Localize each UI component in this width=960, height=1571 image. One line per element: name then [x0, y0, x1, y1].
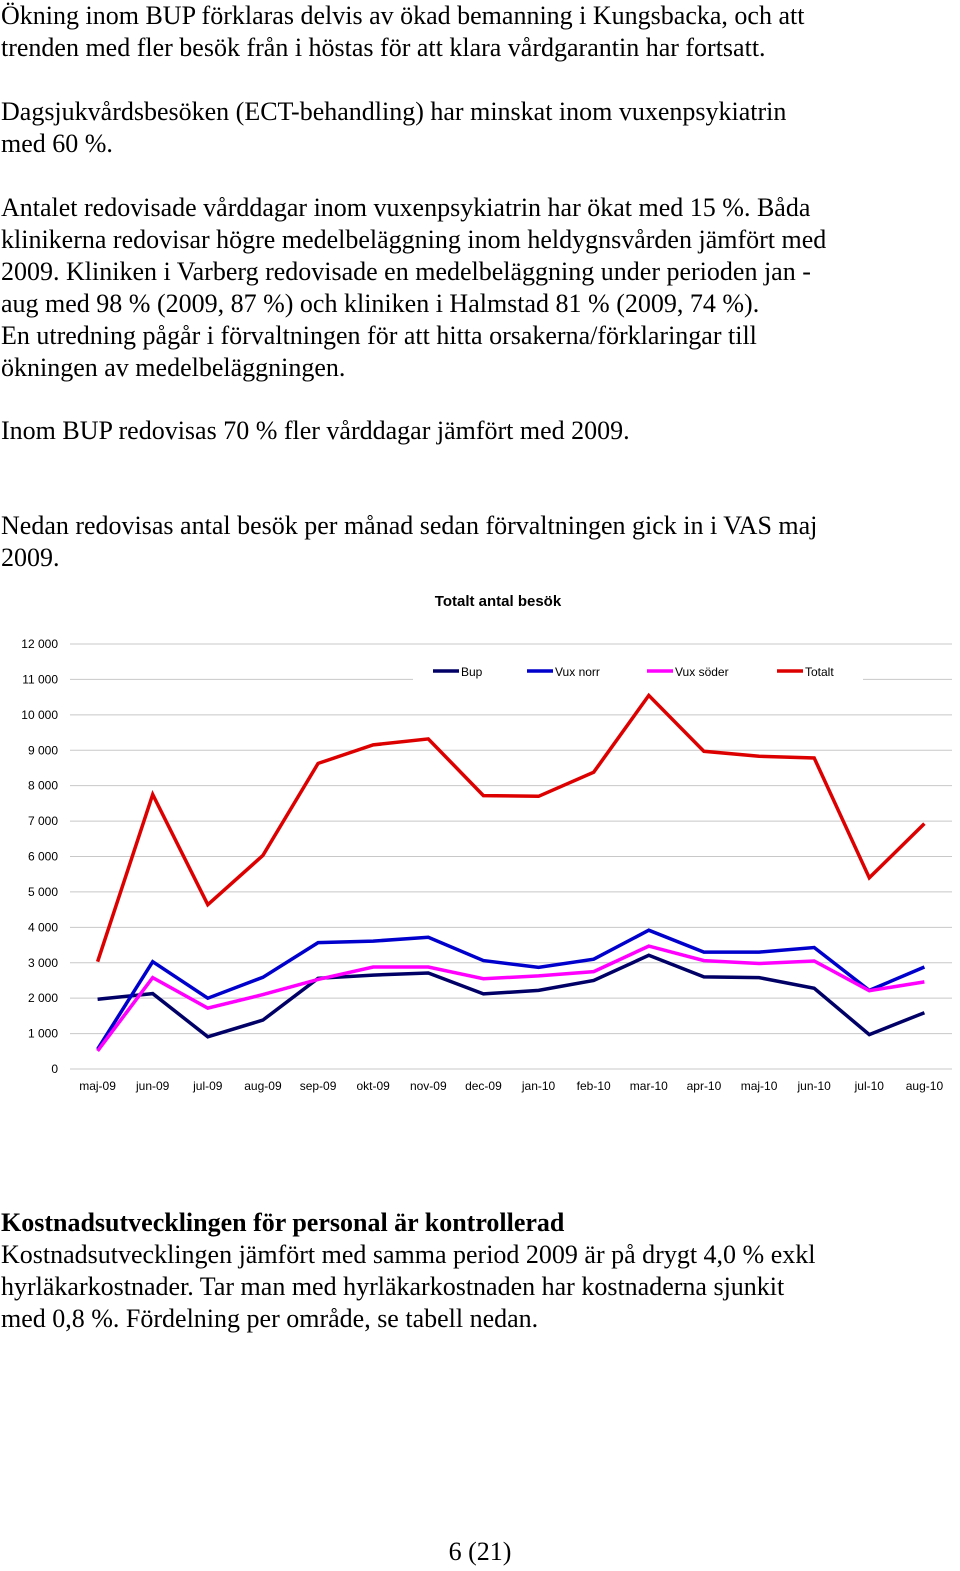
- legend-label: Totalt: [805, 665, 834, 679]
- y-tick-label: 10 000: [21, 707, 58, 722]
- section-heading: Kostnadsutvecklingen för personal är kontrollerad: [1, 1208, 565, 1237]
- legend-label: Vux norr: [555, 665, 600, 679]
- y-tick-label: 9 000: [27, 743, 58, 758]
- chart-title: Totalt antal besök: [434, 593, 562, 610]
- x-tick-label: okt-09: [356, 1079, 390, 1093]
- paragraph-ect-decrease: Dagsjukvårdsbesöken (ECT-behandling) har minskat inom vuxenpsykiatrin med 60 %.: [1, 97, 787, 158]
- y-tick-label: 3 000: [27, 955, 58, 970]
- chart-legend: [413, 656, 863, 680]
- page-number: 6 (21): [448, 1537, 512, 1566]
- x-tick-label: dec-09: [465, 1079, 502, 1093]
- y-tick-label: 7 000: [27, 814, 58, 829]
- series-line: [98, 955, 925, 1037]
- y-tick-label: 8 000: [27, 778, 58, 793]
- x-tick-label: jun-09: [136, 1079, 170, 1093]
- x-tick-label: apr-10: [686, 1079, 722, 1093]
- y-tick-label: 11 000: [22, 672, 58, 687]
- chart-y-ticks: [21, 637, 58, 1076]
- x-tick-label: aug-09: [244, 1079, 282, 1093]
- chart-x-ticks: [79, 1079, 943, 1093]
- x-tick-label: mar-10: [629, 1079, 668, 1093]
- series-line: [98, 695, 925, 961]
- x-tick-label: jun-10: [797, 1079, 831, 1093]
- x-tick-label: jan-10: [521, 1079, 556, 1093]
- y-tick-label: 4 000: [27, 920, 58, 935]
- x-tick-label: aug-10: [905, 1079, 944, 1093]
- x-tick-label: nov-09: [409, 1079, 447, 1093]
- y-tick-label: 1 000: [27, 1026, 58, 1041]
- y-tick-label: 5 000: [27, 884, 58, 899]
- x-tick-label: jul-09: [193, 1079, 223, 1093]
- y-tick-label: 12 000: [21, 637, 58, 651]
- section-body: Kostnadsutvecklingen jämfört med samma period 2009 är på drygt 4,0 % exkl hyrläkarkostnader. Tar man med hyrläkarkostnaden har kostnaderna sjunkit med 0,8 %. Fördelning per område, se tabell nedan.: [1, 1240, 816, 1333]
- x-tick-label: maj-10: [740, 1079, 778, 1093]
- x-tick-label: maj-09: [79, 1079, 116, 1093]
- x-tick-label: feb-10: [576, 1079, 611, 1093]
- paragraph-chart-intro: Nedan redovisas antal besök per månad sedan förvaltningen gick in i VAS maj 2009.: [1, 511, 818, 572]
- paragraph-bup-increase: Ökning inom BUP förklaras delvis av ökad bemanning i Kungsbacka, och att trenden med fler besök från i höstas för att klara vårdgarantin har fortsatt.: [1, 1, 805, 62]
- legend-label: Vux söder: [675, 665, 729, 679]
- paragraph-care-days: Antalet redovisade vårddagar inom vuxenpsykiatrin har ökat med 15 %. Båda klinikerna redovisar högre medelbeläggning inom heldygnsvården jämfört med 2009. Kliniken i Varberg redovisade en medelbeläggning under perioden jan - aug med 98 % (2009, 87 %) och kliniken i Halmstad 81 % (2009, 74 %). En utredning pågår i förvaltningen för att hitta orsakerna/förklaringar till ökningen av medelbeläggningen.: [1, 193, 827, 382]
- legend-label: Bup: [461, 665, 483, 679]
- y-tick-label: 2 000: [27, 991, 58, 1006]
- y-tick-label: 6 000: [27, 849, 58, 864]
- visits-chart: [0, 580, 960, 1120]
- y-tick-label: 0: [51, 1062, 58, 1076]
- chart-series: [98, 695, 925, 1051]
- paragraph-bup-care-days: Inom BUP redovisas 70 % fler vårddagar jämfört med 2009.: [1, 416, 630, 445]
- x-tick-label: jul-10: [854, 1079, 884, 1093]
- x-tick-label: sep-09: [299, 1079, 337, 1093]
